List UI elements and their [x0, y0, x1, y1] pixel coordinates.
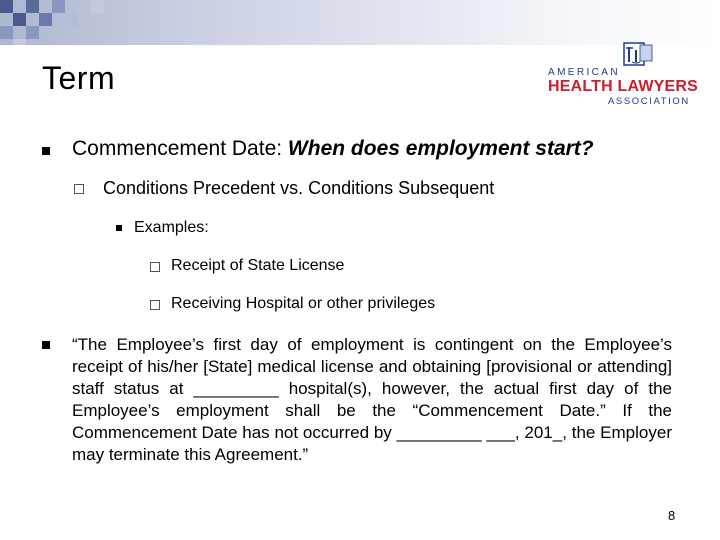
header-gradient: [0, 0, 720, 45]
header-decoration-band: [0, 0, 720, 45]
band-square: [91, 0, 104, 13]
commencement-label: Commencement Date:: [72, 137, 288, 160]
band-square: [52, 0, 65, 13]
conditions-bullet: Conditions Precedent vs. Conditions Subsequent: [103, 178, 495, 198]
hollow-square-bullet-icon: [74, 184, 84, 194]
band-square: [13, 13, 26, 26]
example-item: Receiving Hospital or other privileges: [171, 295, 436, 312]
band-square: [0, 0, 13, 13]
band-square: [26, 0, 39, 13]
bullet-square-icon: [42, 147, 50, 155]
band-square: [26, 26, 39, 39]
logo-line-american: AMERICAN: [548, 67, 620, 78]
scales-emblem-icon: [618, 42, 654, 68]
band-square: [0, 26, 13, 39]
band-square: [65, 13, 78, 26]
contract-quote: “The Employee’s first day of employment is contingent on the Employee’s receipt of his/her [State] medical license and obtaining [provisional or attending] staff status at _________ hospital(s), however, the actual first day of the Employee’s employment shall be the “Commencement Date.” If the Commencement Date has not occurred by _________ ___, 201_, the Employer may terminate this Agreement.”: [72, 335, 672, 464]
bullet-square-icon: [42, 341, 50, 349]
examples-bullet: Examples:: [134, 219, 209, 236]
bullet-square-icon: [116, 225, 122, 231]
page-number: 8: [668, 508, 676, 523]
hollow-square-bullet-icon: [150, 262, 160, 272]
commencement-question: When does employment start?: [287, 137, 594, 160]
ahla-logo: [548, 42, 699, 108]
slide-title: Term: [42, 60, 116, 96]
band-square: [39, 13, 52, 26]
logo-line-association: ASSOCIATION: [608, 96, 690, 107]
example-item: Receipt of State License: [171, 257, 345, 274]
logo-line-health-lawyers: HEALTH LAWYERS: [548, 78, 699, 95]
band-square: [13, 39, 26, 45]
hollow-square-bullet-icon: [150, 300, 160, 310]
commencement-date-bullet: [72, 137, 594, 161]
